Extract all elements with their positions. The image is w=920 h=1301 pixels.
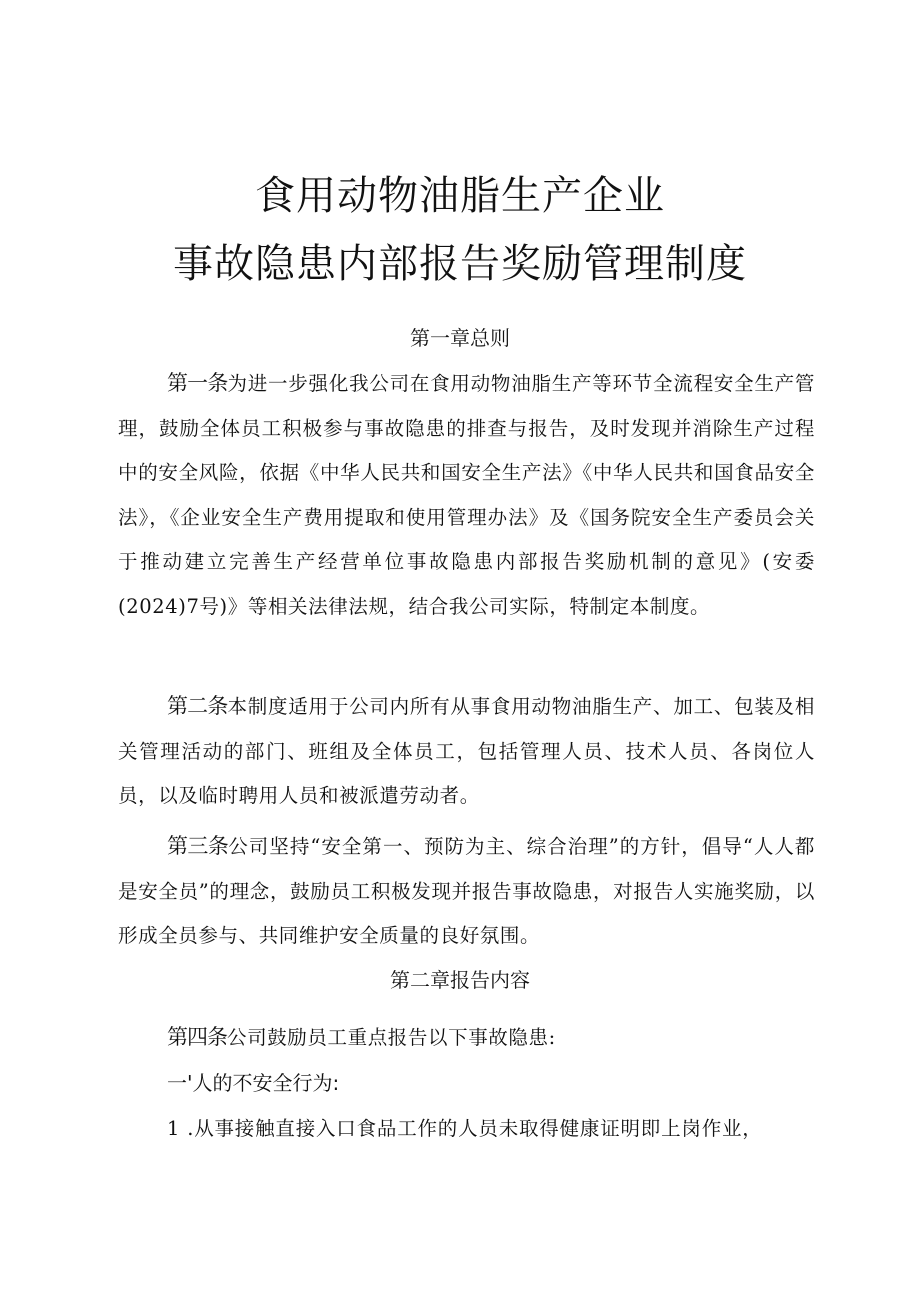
article-1-text: 为进一步强化我公司在食用动物油脂生产等环节全流程安全生产管理，鼓励全体员工积极参与事故隐患的排查与报告，及时发现并消除生产过程中的安全风险，依据《中华人民共和国安全生产法》《中华人民共和国食品安全法》，《企业安全生产费用提取和使用管理办法》及《国务院安全生产委员会关于推动建立完善生产经营单位事故隐患内部报告奖励机制的意见》(安委(2024)7号)》等相关法律法规，结合我公司实际，特制定本制度。 bbox=[118, 372, 816, 618]
article-4-text: 公司鼓励员工重点报告以下事故隐患: bbox=[227, 1026, 556, 1049]
document-title-line-2: 事故隐患内部报告奖励管理制度 bbox=[173, 241, 747, 287]
article-3-text: 公司坚持“安全第一、预防为主、综合治理”的方针，倡导“人人都是安全员”的理念，鼓励员工积极发现并报告事故隐患，对报告人实施奖励，以形成全员参与、共同维护安全质量的良好氛围。 bbox=[118, 835, 815, 947]
article-4 bbox=[118, 1015, 815, 1061]
article-1 bbox=[118, 361, 815, 629]
article-1-label: 第一条 bbox=[167, 371, 228, 395]
article-4-label: 第四条 bbox=[167, 1025, 227, 1049]
article-2-text: 本制度适用于公司内所有从事食用动物油脂生产、加工、包装及相关管理活动的部门、班组及全体员工，包括管理人员、技术人员、各岗位人员，以及临时聘用人员和被派遣劳动者。 bbox=[118, 695, 816, 807]
chapter-2-heading: 第二章报告内容 bbox=[390, 968, 530, 992]
article-3-label: 第三条 bbox=[167, 834, 229, 858]
list-item-1: 1 .从事接触直接入口食品工作的人员未取得健康证明即上岗作业， bbox=[167, 1117, 763, 1140]
chapter-1-heading: 第一章总则 bbox=[410, 326, 510, 350]
article-3 bbox=[118, 824, 815, 959]
document-title-line-1: 食用动物油脂生产企业 bbox=[255, 173, 665, 219]
article-2 bbox=[118, 684, 815, 819]
article-2-label: 第二条 bbox=[167, 694, 228, 718]
section-subheading: 一'人的不安全行为: bbox=[167, 1071, 340, 1095]
